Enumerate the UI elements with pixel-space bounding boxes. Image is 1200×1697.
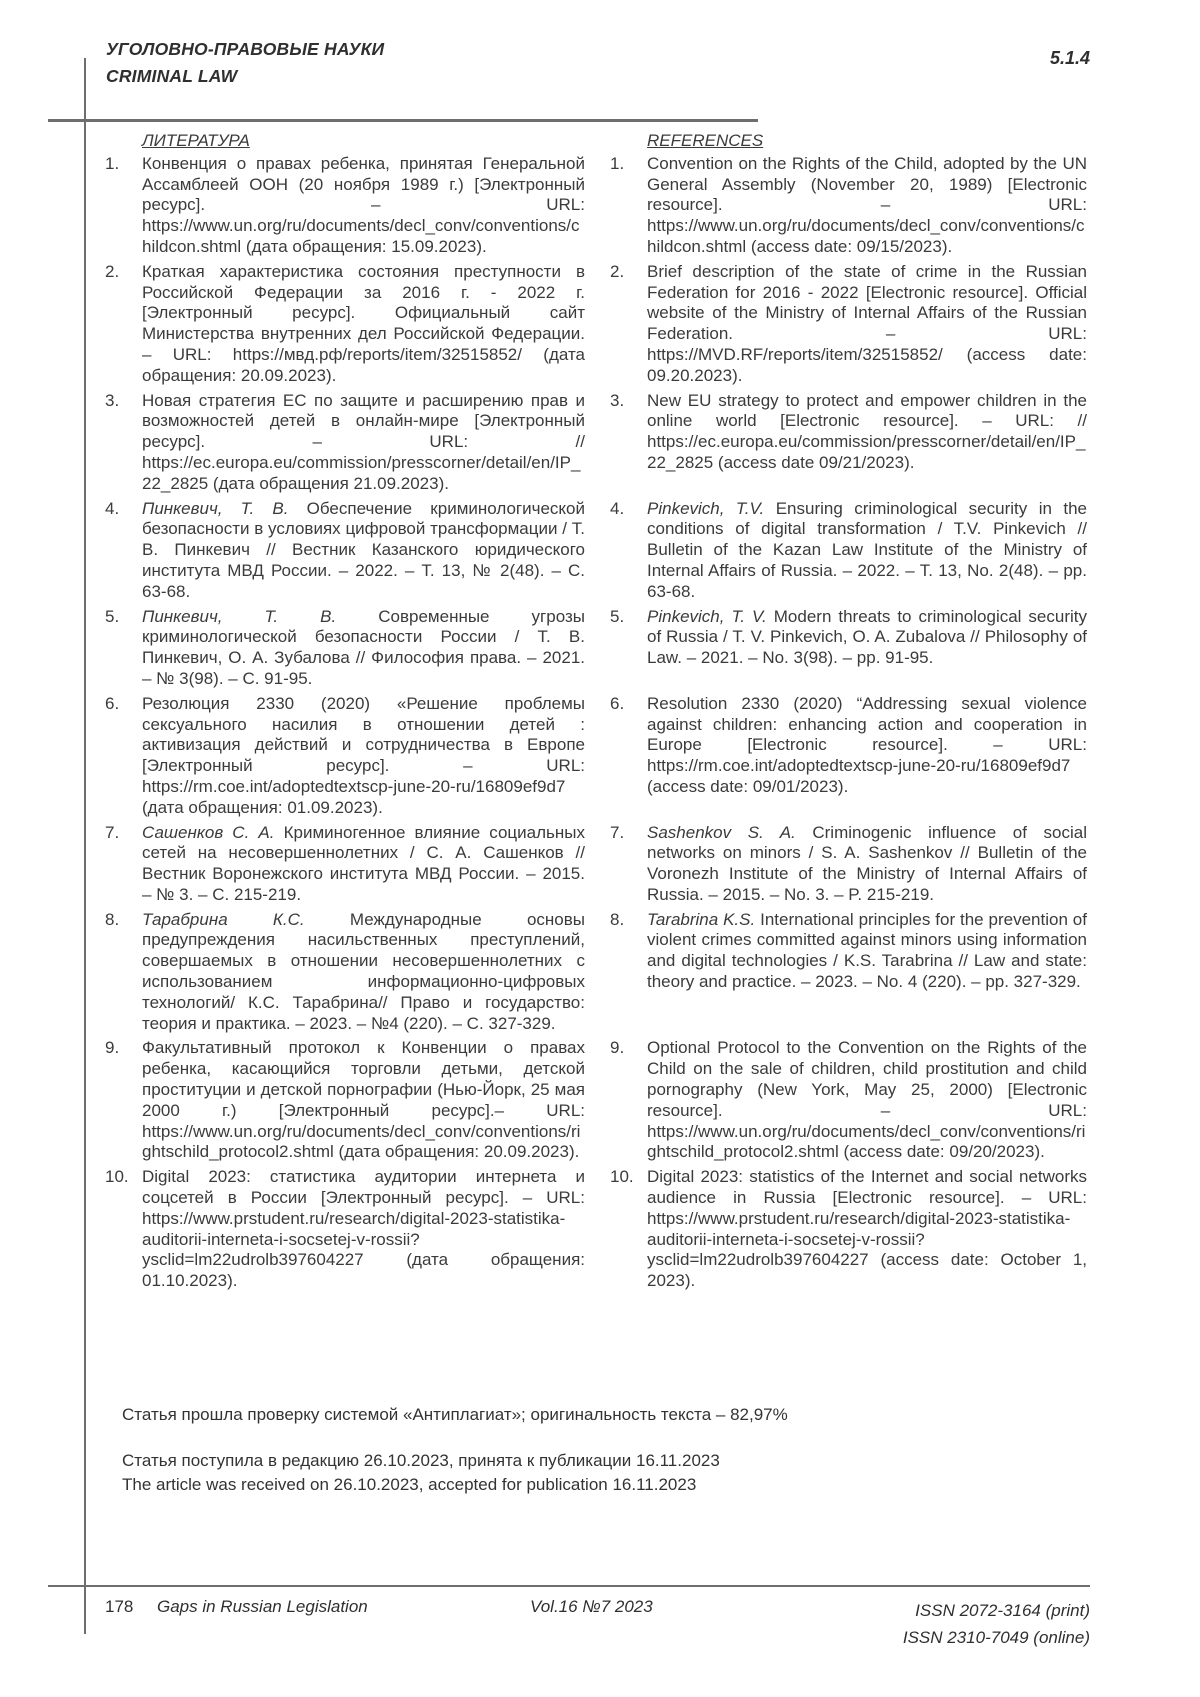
reference-number: 8. (610, 909, 625, 929)
page-number: 178 (105, 1597, 134, 1616)
reference-text (142, 607, 585, 690)
literature-heading: ЛИТЕРАТУРА (142, 131, 250, 150)
references-heading-cell (610, 131, 1087, 152)
section-title-en: CRIMINAL LAW (106, 66, 238, 86)
antiplagiat-note: Статья прошла проверку системой «Антиплагиат»; оригинальность текста – 82,97% (122, 1405, 788, 1424)
reference-number: 9. (105, 1038, 120, 1058)
reference-author: Pinkevich, T. V. (647, 606, 774, 626)
reference-body: Digital 2023: статистика аудитории интернета и соцсетей в России [Электронный ресурс]. – URL: https://www.prstudent.ru/research/digital-2023-statistika-auditorii-interneta-i-socsetej-v-rossii?ysclid=lm22udrolb397604227 (дата обращения: 01.10.2023). (142, 1167, 585, 1291)
footer-rule (48, 1585, 1090, 1587)
reference-body: Convention on the Rights of the Child, adopted by the UN General Assembly (November 20, 1989) [Electronic resource]. – URL: https://www.un.org/ru/documents/decl_conv/conventions/childcon.shtml (access date: 09/15/2023). (647, 153, 1087, 256)
reference-number: 8. (105, 909, 120, 929)
reference-text (142, 823, 585, 906)
reference-item-en (610, 499, 1087, 603)
section-title-ru: УГОЛОВНО-ПРАВОВЫЕ НАУКИ (106, 39, 385, 59)
reference-number: 1. (105, 153, 120, 173)
reference-item-ru (105, 499, 585, 603)
reference-text (647, 1038, 1087, 1163)
reference-item-ru (105, 1038, 585, 1163)
reference-number: 3. (610, 390, 625, 410)
reference-number: 3. (105, 390, 120, 410)
reference-text (142, 1038, 585, 1163)
reference-row (105, 1167, 1087, 1292)
reference-body: Криминогенное влияние социальных сетей на несовершеннолетних / С. А. Сашенков // Вестник Воронежского института МВД России. – 2015. – № 3. – С. 215-219. (142, 822, 585, 904)
journal-title: Gaps in Russian Legislation (157, 1597, 368, 1616)
reference-number: 10. (105, 1167, 129, 1187)
reference-text (647, 262, 1087, 387)
references-section (105, 131, 1087, 1296)
page-header (106, 36, 384, 90)
reference-body: International principles for the prevention of violent crimes committed against minors using information and digital technologies / K.S. Tarabrina // Law and state: theory and practice. – 2023. – No. 4 (220). – pp. 327-329. (647, 909, 1087, 992)
reference-item-en (610, 262, 1087, 387)
reference-body: Резолюция 2330 (2020) «Решение проблемы сексуального насилия в отношении детей : активизация действий и сотрудничества в Европе [Электронный ресурс]. – URL: https://rm.coe.int/adoptedtextscp-june-20-ru/16809ef9d7 (дата обращения: 01.09.2023). (142, 693, 585, 817)
reference-row (105, 499, 1087, 603)
reference-text (142, 910, 585, 1035)
reference-text (647, 1167, 1087, 1292)
references-heading: REFERENCES (647, 131, 764, 150)
reference-body: Конвенция о правах ребенка, принятая Генеральной Ассамблеей ООН (20 ноября 1989 г.) [Электронный ресурс]. – URL: https://www.un.org/ru/documents/decl_conv/conventions/childcon.shtml (дата обращения: 15.09.2023). (142, 153, 585, 256)
issue-info: Vol.16 №7 2023 (530, 1597, 653, 1616)
reference-text (647, 154, 1087, 258)
reference-author: Сашенков С. А. (142, 822, 284, 842)
reference-item-en (610, 607, 1087, 690)
reference-body: Новая стратегия ЕС по защите и расширению прав и возможностей детей в онлайн-мире [Электронный ресурс]. – URL: // https://ec.europa.eu/commission/presscorner/detail/en/IP_22_2825 (дата обращения 21.09.2023). (142, 390, 585, 493)
reference-text (647, 499, 1087, 603)
reference-item-ru (105, 262, 585, 387)
reference-body: Modern threats to criminological security of Russia / T. V. Pinkevich, O. A. Zubalova // Philosophy of Law. – 2021. – No. 3(98). – pp. 91-95. (647, 606, 1088, 668)
reference-row (105, 154, 1087, 258)
headings-row (105, 131, 1087, 152)
reference-item-en (610, 1038, 1087, 1163)
reference-body: Digital 2023: statistics of the Internet and social networks audience in Russia [Electronic resource]. – URL: https://www.prstudent.ru/research/digital-2023-statistika-auditorii-interneta-i-socsetej-v-rossii?ysclid=lm22udrolb397604227 (access date: October 1, 2023). (647, 1167, 1087, 1291)
reference-row (105, 823, 1087, 906)
received-note-ru: Статья поступила в редакцию 26.10.2023, принята к публикации 16.11.2023 (122, 1451, 720, 1470)
reference-row (105, 1038, 1087, 1163)
reference-number: 10. (610, 1167, 634, 1187)
reference-text (647, 694, 1087, 798)
classification-code: 5.1.4 (1049, 48, 1090, 68)
literature-heading-cell (105, 131, 585, 152)
reference-body: Brief description of the state of crime in the Russian Federation for 2016 - 2022 [Electronic resource]. Official website of the Ministry of Internal Affairs of the Russian Federation. – URL: https://MVD.RF/reports/item/32515852/ (access date: 09.20.2023). (647, 261, 1087, 385)
reference-body: Resolution 2330 (2020) “Addressing sexual violence against children: enhancing action and cooperation in Europe [Electronic resource]. – URL: https://rm.coe.int/adoptedtextscp-june-20-ru/16809ef9d7 (access date: 09/01/2023). (647, 693, 1087, 796)
reference-item-en (610, 823, 1087, 906)
reference-item-en (610, 1167, 1087, 1292)
reference-number: 1. (610, 153, 625, 173)
reference-row (105, 607, 1087, 690)
reference-text (142, 262, 585, 387)
received-note (122, 1449, 720, 1496)
reference-body: Краткая характеристика состояния преступности в Российской Федерации за 2016 г. - 2022 г. [Электронный ресурс]. Официальный сайт Министерства внутренних дел Российской Федерации. – URL: https://мвд.рф/reports/item/32515852/ (дата обращения: 20.09.2023). (142, 261, 585, 385)
issn-online: ISSN 2310-7049 (online) (902, 1628, 1090, 1647)
reference-item-en (610, 910, 1087, 1035)
reference-author: Pinkevich, T.V. (647, 498, 776, 518)
reference-author: Тарабрина К.С. (142, 909, 350, 929)
reference-row (105, 694, 1087, 819)
reference-body: New EU strategy to protect and empower children in the online world [Electronic resource]. – URL: // https://ec.europa.eu/commission/presscorner/detail/en/IP_22_2825 (access date 09/21/2023). (647, 390, 1087, 472)
reference-text (647, 607, 1087, 669)
reference-text (142, 154, 585, 258)
reference-number: 5. (610, 606, 625, 626)
reference-item-en (610, 391, 1087, 495)
reference-item-ru (105, 910, 585, 1035)
reference-text (142, 694, 585, 819)
reference-row (105, 910, 1087, 1035)
reference-row (105, 391, 1087, 495)
reference-text (142, 1167, 585, 1292)
reference-body: Criminogenic influence of social networks on minors / S. A. Sashenkov // Bulletin of the Voronezh Institute of the Ministry of Internal Affairs of Russia. – 2015. – No. 3. – P. 215-219. (647, 822, 1087, 904)
reference-number: 6. (105, 693, 120, 713)
reference-item-ru (105, 154, 585, 258)
reference-body: Международные основы предупреждения насильственных преступлений, совершаемых в отношении несовершеннолетних с использованием информационно-цифровых технологий/ К.С. Тарабрина// Право и государство: теория и практика. – 2023. – №4 (220). – С. 327-329. (142, 909, 585, 1033)
reference-number: 6. (610, 693, 625, 713)
reference-text (647, 391, 1087, 474)
reference-item-ru (105, 607, 585, 690)
reference-text (142, 391, 585, 495)
reference-number: 4. (610, 498, 625, 518)
reference-author: Sashenkov S. A. (647, 822, 813, 842)
reference-author: Пинкевич, Т. В. (142, 606, 379, 626)
reference-body: Optional Protocol to the Convention on the Rights of the Child on the sale of children, child prostitution and child pornography (New York, May 25, 2000) [Electronic resource]. – URL: https://www.un.org/ru/documents/decl_conv/conventions/rightschild_protocol2.shtml (access date: 09/20/2023). (647, 1038, 1087, 1162)
issn-block (903, 1597, 1090, 1651)
reference-number: 9. (610, 1038, 625, 1058)
reference-body: Обеспечение криминологической безопасности в условиях цифровой трансформации / Т. В. Пинкевич // Вестник Казанского юридического института МВД России. – 2022. – Т. 13, № 2(48). – С. 63-68. (142, 498, 585, 601)
reference-row (105, 262, 1087, 387)
reference-body: Современные угрозы криминологической безопасности России / Т. В. Пинкевич, О. А. Зубалова // Философия права. – 2021. – № 3(98). – С. 91-95. (142, 606, 585, 688)
reference-text (647, 823, 1087, 906)
reference-body: Факультативный протокол к Конвенции о правах ребенка, касающийся торговли детьми, детской проституции и детской порнографии (Нью-Йорк, 25 мая 2000 г.) [Электронный ресурс].– URL: https://www.un.org/ru/documents/decl_conv/conventions/rightschild_protocol2.shtml (дата обращения: 20.09.2023). (142, 1038, 585, 1162)
left-margin-rule (84, 58, 86, 1634)
reference-item-ru (105, 694, 585, 819)
reference-text (647, 910, 1087, 993)
reference-number: 4. (105, 498, 120, 518)
reference-author: Пинкевич, Т. В. (142, 498, 307, 518)
reference-number: 5. (105, 606, 120, 626)
reference-author: Tarabrina K.S. (647, 909, 761, 929)
issn-print: ISSN 2072-3164 (print) (915, 1601, 1090, 1620)
reference-item-ru (105, 391, 585, 495)
header-rule (48, 119, 758, 122)
reference-number: 2. (105, 261, 120, 281)
reference-item-ru (105, 1167, 585, 1292)
reference-number: 7. (105, 822, 120, 842)
reference-text (142, 499, 585, 603)
reference-number: 7. (610, 822, 625, 842)
received-note-en: The article was received on 26.10.2023, accepted for publication 16.11.2023 (122, 1474, 697, 1494)
reference-number: 2. (610, 261, 625, 281)
reference-body: Ensuring criminological security in the conditions of digital transformation / T.V. Pinkevich // Bulletin of the Kazan Law Institute of the Ministry of Internal Affairs of Russia. – 2022. – T. 13, No. 2(48). – pp. 63-68. (647, 498, 1087, 601)
reference-item-en (610, 154, 1087, 258)
reference-item-en (610, 694, 1087, 819)
reference-item-ru (105, 823, 585, 906)
